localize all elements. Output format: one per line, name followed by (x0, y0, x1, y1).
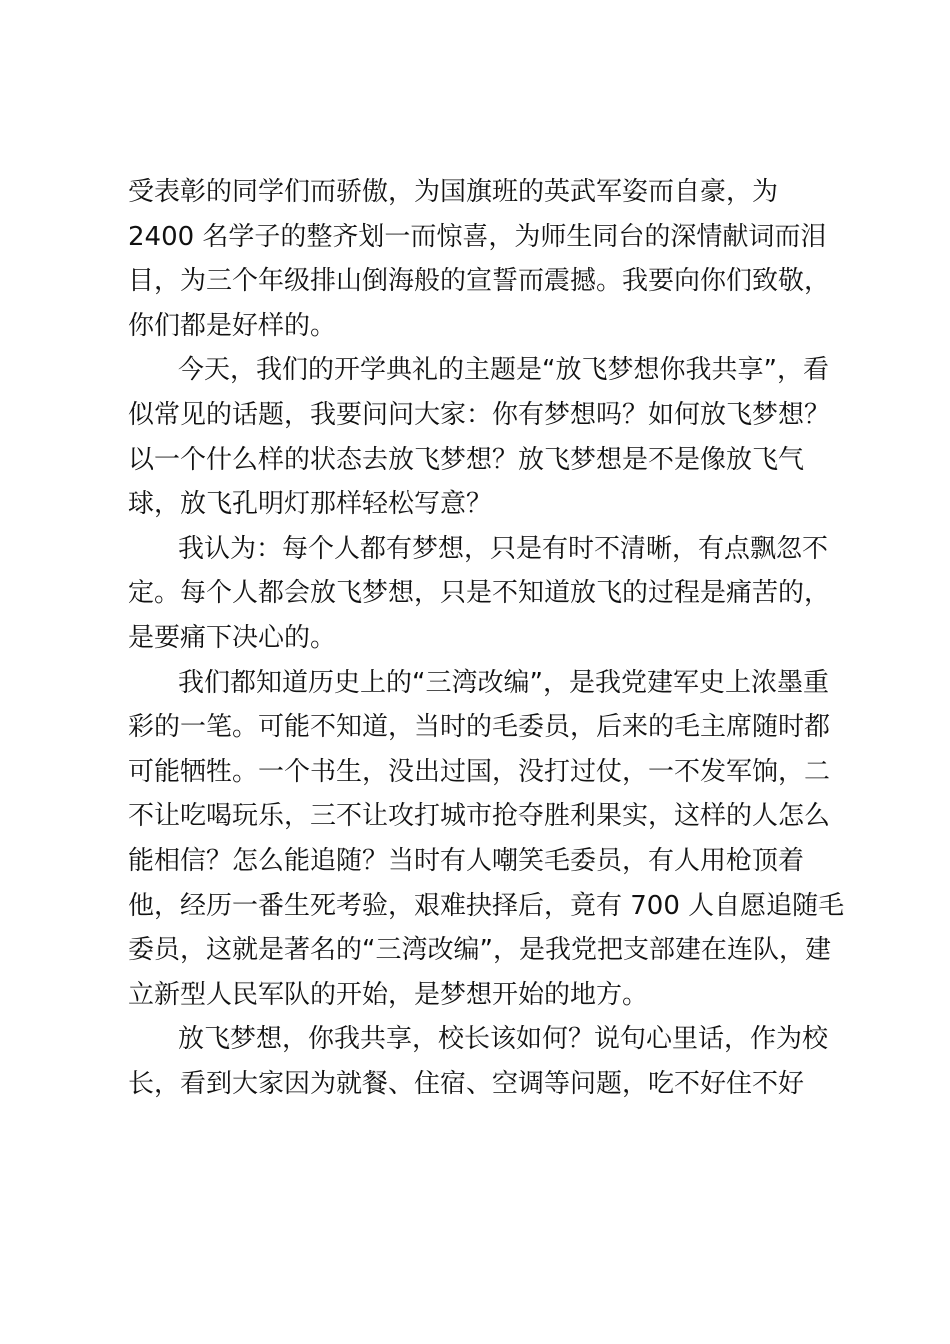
text-line: 可能牺牲。一个书生，没出过国，没打过仗，一不发军饷，二 (128, 756, 831, 787)
paragraph-start-line: 放飞梦想，你我共享，校长该如何？说句心里话，作为校 (178, 1024, 829, 1055)
text-line: 似常见的话题，我要问问大家：你有梦想吗？如何放飞梦想？ (128, 399, 831, 430)
paragraph-start-line: 我认为：每个人都有梦想，只是有时不清晰，有点飘忽不 (178, 533, 829, 564)
text-line: 长，看到大家因为就餐、住宿、空调等问题，吃不好住不好 (128, 1068, 805, 1099)
text-line: 以一个什么样的状态去放飞梦想？放飞梦想是不是像放飞气 (128, 444, 805, 475)
text-line: 你们都是好样的。 (128, 310, 337, 341)
text-line: 委员，这就是著名的“三湾改编”，是我党把支部建在连队，建 (128, 935, 831, 966)
text-line: 不让吃喝玩乐，三不让攻打城市抢夺胜利果实，这样的人怎么 (128, 801, 831, 832)
text-line: 2400 名学子的整齐划一而惊喜，为师生同台的深情献词而泪 (128, 221, 827, 252)
paragraph-start-line: 我们都知道历史上的“三湾改编”，是我党建军史上浓墨重 (178, 667, 829, 698)
text-line: 能相信？怎么能追随？当时有人嘲笑毛委员，有人用枪顶着 (128, 845, 805, 876)
text-line: 球，放飞孔明灯那样轻松写意？ (128, 489, 493, 520)
text-line: 他，经历一番生死考验，艰难抉择后，竟有 700 人自愿追随毛 (128, 890, 845, 921)
text-line: 彩的一笔。可能不知道，当时的毛委员，后来的毛主席随时都 (128, 712, 831, 743)
text-line: 是要痛下决心的。 (128, 622, 337, 653)
body-text (128, 170, 845, 1106)
paragraph-start-line: 今天，我们的开学典礼的主题是“放飞梦想你我共享”，看 (178, 355, 829, 386)
text-line: 定。每个人都会放飞梦想，只是不知道放飞的过程是痛苦的， (128, 578, 831, 609)
text-line: 受表彰的同学们而骄傲，为国旗班的英武军姿而自豪，为 (128, 177, 779, 207)
text-line: 立新型人民军队的开始，是梦想开始的地方。 (128, 979, 649, 1010)
text-line: 目，为三个年级排山倒海般的宣誓而震撼。我要向你们致敬， (128, 266, 831, 297)
